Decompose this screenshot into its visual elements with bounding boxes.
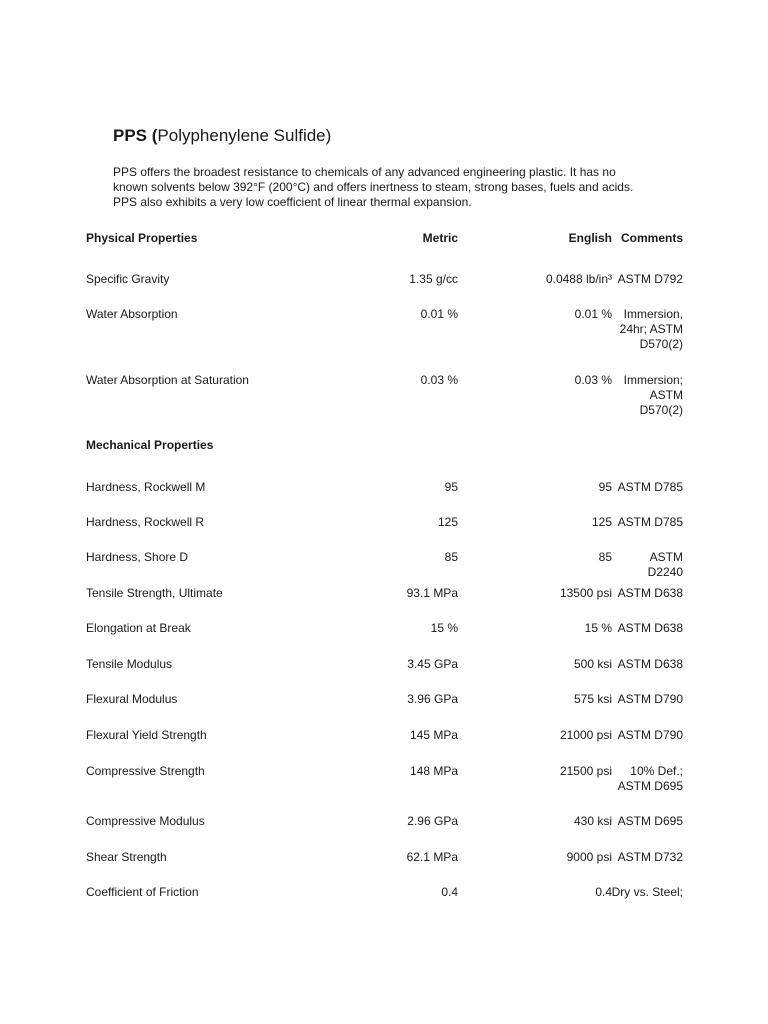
metric-value: 0.01 %: [420, 307, 458, 321]
metric-value: 125: [437, 515, 458, 529]
metric-value: 15 %: [430, 621, 458, 635]
comment: ASTM D695: [617, 814, 683, 828]
comment: ASTM D785: [617, 480, 683, 494]
property-name: Flexural Yield Strength: [86, 728, 207, 742]
english-value: 13500 psi: [559, 586, 612, 600]
english-value: 0.0488 lb/in³: [545, 272, 612, 286]
property-name: Water Absorption: [86, 307, 178, 321]
comment: ASTM D790: [617, 728, 683, 742]
property-name: Flexural Modulus: [86, 692, 178, 706]
property-name: Shear Strength: [86, 850, 167, 864]
comment: 10% Def.; ASTM D695: [617, 764, 683, 793]
comment: ASTM D785: [617, 515, 683, 529]
english-value: 430 ksi: [573, 814, 612, 828]
property-name: Tensile Modulus: [86, 657, 173, 671]
metric-value: 145 MPa: [409, 728, 458, 742]
english-value: 95: [598, 480, 612, 494]
metric-value: 85: [444, 550, 458, 564]
property-name: Specific Gravity: [86, 272, 170, 286]
mechanical-properties-header: Mechanical Properties: [86, 438, 214, 452]
english-value: 21500 psi: [559, 764, 612, 778]
page-title: [113, 126, 331, 146]
comment: ASTM D792: [617, 272, 683, 286]
comment: Immersion; ASTM D570(2): [623, 373, 683, 417]
property-name: Compressive Strength: [86, 764, 205, 778]
comment: ASTM D2240: [647, 550, 683, 579]
metric-value: 62.1 MPa: [406, 850, 458, 864]
english-value: 500 ksi: [573, 657, 612, 671]
english-column-header: English: [568, 231, 612, 245]
property-name: Hardness, Shore D: [86, 550, 189, 564]
property-name: Hardness, Rockwell M: [86, 480, 206, 494]
comment: ASTM D638: [617, 586, 683, 600]
metric-value: 93.1 MPa: [406, 586, 458, 600]
physical-properties-header: Physical Properties: [86, 231, 198, 245]
english-value: 21000 psi: [559, 728, 612, 742]
metric-value: 2.96 GPa: [407, 814, 458, 828]
comment: ASTM D638: [617, 621, 683, 635]
property-name: Coefficient of Friction: [86, 885, 199, 899]
title-abbrev: PPS (: [113, 126, 158, 145]
property-name: Water Absorption at Saturation: [86, 373, 249, 387]
property-name: Tensile Strength, Ultimate: [86, 586, 223, 600]
metric-value: 3.45 GPa: [407, 657, 458, 671]
comment: ASTM D790: [617, 692, 683, 706]
metric-value: 0.4: [441, 885, 458, 899]
property-name: Compressive Modulus: [86, 814, 205, 828]
metric-column-header: Metric: [422, 231, 458, 245]
intro-paragraph: PPS offers the broadest resistance to chemicals of any advanced engineering plastic. It has no known solvents below 392°F (200°C) and offers inertness to steam, strong bases, fuels and acids. PPS also exhibits a very low coefficient of linear thermal expansion.: [113, 165, 634, 209]
english-value: 0.4: [595, 885, 612, 899]
english-value: 125: [591, 515, 612, 529]
english-value: 85: [598, 550, 612, 564]
english-value: 0.01 %: [574, 307, 612, 321]
comment: Immersion, 24hr; ASTM D570(2): [619, 307, 683, 351]
comment: ASTM D732: [617, 850, 683, 864]
metric-value: 95: [444, 480, 458, 494]
english-value: 575 ksi: [573, 692, 612, 706]
comments-column-header: Comments: [620, 231, 683, 245]
title-full-name: Polyphenylene Sulfide): [157, 126, 332, 145]
metric-value: 148 MPa: [409, 764, 458, 778]
property-name: Hardness, Rockwell R: [86, 515, 205, 529]
english-value: 15 %: [584, 621, 612, 635]
english-value: 0.03 %: [574, 373, 612, 387]
comment: ASTM D638: [617, 657, 683, 671]
english-value: 9000 psi: [566, 850, 612, 864]
metric-value: 0.03 %: [420, 373, 458, 387]
comment: Dry vs. Steel;: [611, 885, 683, 899]
property-name: Elongation at Break: [86, 621, 191, 635]
metric-value: 1.35 g/cc: [409, 272, 458, 286]
metric-value: 3.96 GPa: [407, 692, 458, 706]
